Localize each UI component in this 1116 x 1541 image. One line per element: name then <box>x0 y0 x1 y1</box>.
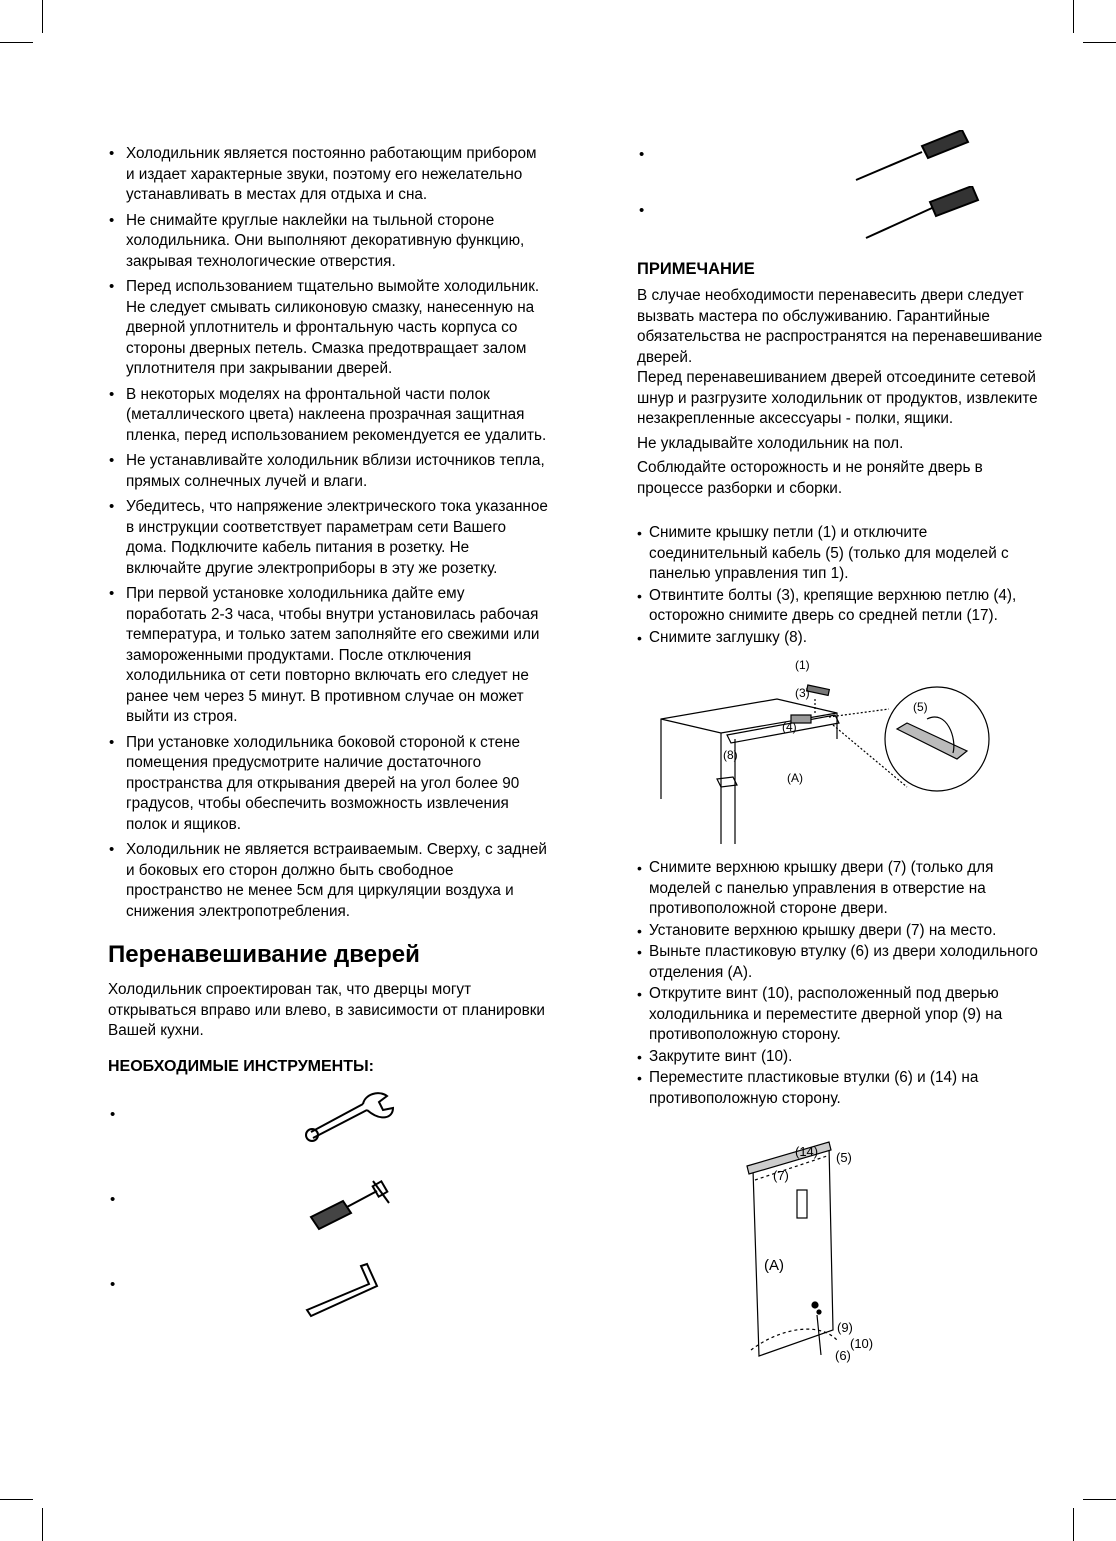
callout-label: (A) <box>764 1257 784 1274</box>
phillips-screwdriver-icon <box>852 186 987 246</box>
callout-label: (14) <box>795 1144 819 1159</box>
list-item: • При первой установке холодильника дайте ему поработать 2-3 часа, чтобы внутри установилась рабочая температура, и только затем заполняйте его свежими или замороженными продуктами. После отключения холодильника от сети повторно включать его следует не ранее чем через 5 минут. В противном случае он может выйти из строя. <box>108 584 548 728</box>
callout-label: (6) <box>835 1348 851 1363</box>
tool-item: • <box>108 1185 548 1270</box>
list-item: • Снимите верхнюю крышку двери (7) (только для моделей с панелью управления в отверстие на противоположной стороне двери. <box>637 858 1047 920</box>
right-column <box>637 144 1047 1363</box>
safety-list <box>108 144 548 922</box>
hinge-figure <box>637 649 1047 844</box>
list-item: • Закрутите винт (10). <box>637 1047 1047 1068</box>
list-item: • Открутите винт (10), расположенный под дверью холодильника и переместите дверной упор (9) на противоположную сторону. <box>637 984 1047 1046</box>
list-item: • Убедитесь, что напряжение электрического тока указанное в инструкции соответствует параметрам сети Вашего дома. Подключите кабель питания в розетку. Не включайте другие электроприборы в эту же розетку. <box>108 497 548 579</box>
list-item: • Выньте пластиковую втулку (6) из двери холодильного отделения (А). <box>637 942 1047 983</box>
list-item: • Не снимайте круглые наклейки на тыльной стороне холодильника. Они выполняют декоративную функцию, закрывая технологические отверстия. <box>108 211 548 273</box>
door-diagram <box>737 1140 897 1360</box>
list-item: • Снимите крышку петли (1) и отключите соединительный кабель (5) (только для моделей с панелью управления тип 1). <box>637 523 1047 585</box>
list-item: • Холодильник является постоянно работающим прибором и издает характерные звуки, поэтому его нежелательно устанавливать в местах для отдыха и сна. <box>108 144 548 206</box>
crop-mark <box>1073 0 1074 33</box>
door-figure <box>637 1110 1047 1363</box>
crop-mark <box>0 42 33 43</box>
list-item: • Холодильник не является встраиваемым. Сверху, с задней и боковых его сторон должно быть свободное пространство не менее 5см для циркуляции воздуха и снижения электропотребления. <box>108 840 548 922</box>
flat-screwdriver-icon <box>852 130 987 190</box>
tool-item: • <box>637 144 1047 200</box>
list-item: • Снимите заглушку (8). <box>637 628 1047 649</box>
section-intro: Холодильник спроектирован так, что дверцы могут открываться вправо или влево, в зависимости от планировки Вашей кухни. <box>108 981 545 1039</box>
crop-mark <box>42 0 43 33</box>
section-title: Перенавешивание дверей <box>108 941 420 968</box>
callout-label: (A) <box>787 771 803 785</box>
crop-mark <box>1073 1508 1074 1541</box>
callout-label: (1) <box>795 658 810 672</box>
list-item: • Установите верхнюю крышку двери (7) на место. <box>637 921 1047 942</box>
crop-mark <box>1083 1499 1116 1500</box>
list-item: • Перед использованием тщательно вымойте холодильник. Не следует смывать силиконовую смазку, нанесенную на дверной уплотнитель и фронтальную часть корпуса со стороны дверных петель. Смазка предотвращает залом уплотнителя при закрывании дверей. <box>108 277 548 380</box>
hex-key-icon <box>303 1256 393 1321</box>
tools-title: НЕОБХОДИМЫЕ ИНСТРУМЕНТЫ: <box>108 1057 374 1075</box>
hinge-diagram <box>657 669 997 844</box>
callout-label: (10) <box>850 1336 874 1351</box>
tool-item: • <box>108 1270 548 1355</box>
note-text: В случае необходимости перенавесить двери следует вызвать мастера по обслуживанию. Гарантийные обязательства не распространятся на перенавешивание дверей. <box>637 287 1043 366</box>
list-item: • Не устанавливайте холодильник вблизи источников тепла, прямых солнечных лучей и влаги. <box>108 451 548 492</box>
callout-label: (5) <box>913 700 928 714</box>
note-text: Не укладывайте холодильник на пол. <box>637 434 904 452</box>
note-text: Перед перенавешиванием дверей отсоедините сетевой шнур и разгрузите холодильник от продуктов, извлеките незакрепленные аксессуары - полки, ящики. <box>637 369 1038 427</box>
list-item: • Переместите пластиковые втулки (6) и (14) на противоположную сторону. <box>637 1068 1047 1109</box>
list-item: • При установке холодильника боковой стороной к стене помещения предусмотрите наличие достаточного пространства для открывания дверей на угол более 90 градусов, чтобы обеспечить возможность извлечения полок и ящиков. <box>108 733 548 836</box>
callout-label: (8) <box>723 748 738 762</box>
left-column <box>108 144 548 1355</box>
crop-mark <box>42 1508 43 1541</box>
socket-wrench-icon <box>303 1173 398 1233</box>
steps-list-2 <box>637 858 1047 1109</box>
tool-item: • <box>637 200 1047 256</box>
callout-label: (7) <box>773 1168 789 1183</box>
wrench-icon <box>303 1088 398 1143</box>
list-item: • В некоторых моделях на фронтальной части полок (металлического цвета) наклеена прозрачная защитная пленка, перед использованием рекомендуется ее удалить. <box>108 385 548 447</box>
tool-item: • <box>108 1100 548 1185</box>
crop-mark <box>1083 42 1116 43</box>
note-text: Соблюдайте осторожность и не роняйте дверь в процессе разборки и сборки. <box>637 459 983 497</box>
note-title: ПРИМЕЧАНИЕ <box>637 260 755 278</box>
callout-label: (4) <box>782 720 797 734</box>
steps-list-1 <box>637 523 1047 648</box>
callout-label: (5) <box>836 1150 852 1165</box>
callout-label: (3) <box>795 686 810 700</box>
callout-label: (9) <box>837 1320 853 1335</box>
crop-mark <box>0 1499 33 1500</box>
list-item: • Отвинтите болты (3), крепящие верхнюю петлю (4), осторожно снимите дверь со средней петли (17). <box>637 586 1047 627</box>
